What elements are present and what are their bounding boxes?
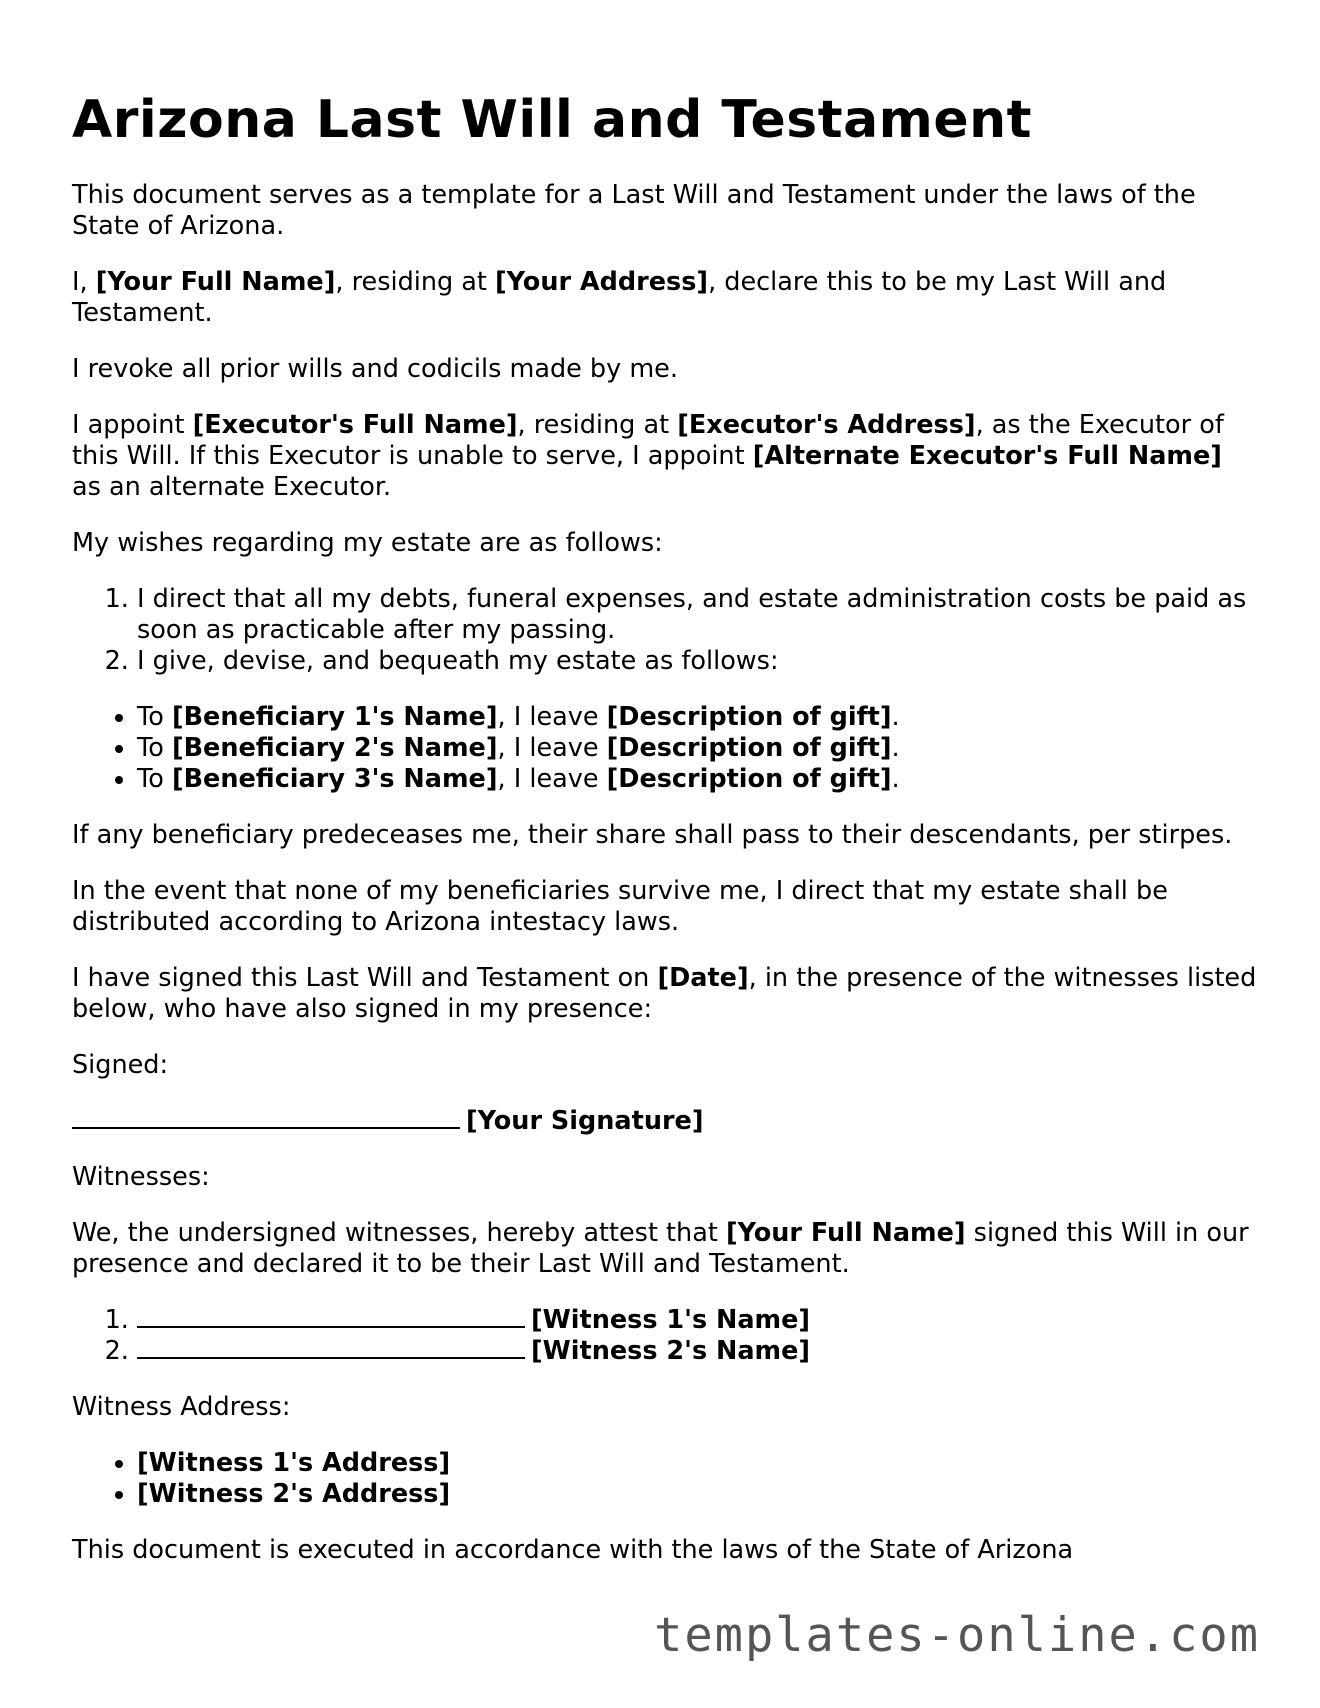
attest-text-2: signed this Will in our presence and declared it to be their Last Will and Testament. xyxy=(72,1218,1249,1279)
gift-description-placeholder: [Description of gift] xyxy=(606,733,892,763)
list-item xyxy=(137,702,1257,733)
declaration-text-1: I, xyxy=(72,267,96,297)
bequest-text: To xyxy=(137,764,172,794)
signature-line-row xyxy=(72,1106,1257,1137)
list-item xyxy=(137,1336,1257,1367)
attest-paragraph xyxy=(72,1218,1257,1280)
signed-text-2: , in the presence of the witnesses listed below, who have also signed in my presence: xyxy=(72,963,1257,1024)
wishes-intro: My wishes regarding my estate are as follows: xyxy=(72,528,663,558)
witness-address-placeholder: [Witness 2's Address] xyxy=(137,1479,451,1509)
executor-text-3: , as the Executor of this Will. If this Executor is unable to serve, I appoint xyxy=(72,410,1224,471)
testator-address-placeholder: [Your Address] xyxy=(495,267,709,297)
beneficiary-name-placeholder: [Beneficiary 2's Name] xyxy=(171,733,498,763)
witness-signature-line xyxy=(137,1306,525,1328)
witness-signature-line xyxy=(137,1337,525,1359)
list-item xyxy=(137,764,1257,795)
signature-line xyxy=(72,1107,460,1129)
witness-name-placeholder: [Witness 1's Name] xyxy=(531,1305,811,1335)
list-item xyxy=(137,1305,1257,1336)
testator-name-placeholder: [Your Full Name] xyxy=(725,1218,966,1248)
bequest-text: , I leave xyxy=(497,733,607,763)
list-item xyxy=(137,1448,1257,1479)
witness-signature-list xyxy=(72,1305,1257,1367)
bequest-text: . xyxy=(891,702,900,732)
witness-address-label: Witness Address: xyxy=(72,1392,291,1422)
declaration-text-3: , declare this to be my Last Will and Testament. xyxy=(72,267,1167,328)
attest-text-1: We, the undersigned witnesses, hereby attest that xyxy=(72,1218,726,1248)
signature-placeholder: [Your Signature] xyxy=(466,1106,704,1136)
beneficiary-name-placeholder: [Beneficiary 1's Name] xyxy=(171,702,498,732)
gift-description-placeholder: [Description of gift] xyxy=(606,702,892,732)
bequest-text: To xyxy=(137,702,172,732)
intro-paragraph: This document serves as a template for a Last Will and Testament under the laws of the State of Arizona. xyxy=(72,180,1196,241)
list-item xyxy=(137,1479,1257,1510)
executor-name-placeholder: [Executor's Full Name] xyxy=(192,410,518,440)
page-title: Arizona Last Will and Testament xyxy=(72,90,1032,150)
testator-name-placeholder: [Your Full Name] xyxy=(95,267,336,297)
list-item xyxy=(137,733,1257,764)
beneficiary-name-placeholder: [Beneficiary 3's Name] xyxy=(171,764,498,794)
revoke-paragraph: I revoke all prior wills and codicils made by me. xyxy=(72,354,678,384)
witness-address-list xyxy=(72,1448,1257,1510)
bequest-text: . xyxy=(891,733,900,763)
signed-label: Signed: xyxy=(72,1050,169,1080)
bequests-list xyxy=(72,702,1257,795)
list-item: 2. I give, devise, and bequeath my estate as follows: xyxy=(137,646,1257,677)
watermark: templates-online.com xyxy=(654,1608,1260,1663)
gift-description-placeholder: [Description of gift] xyxy=(606,764,892,794)
declaration-paragraph xyxy=(72,267,1257,329)
executor-text-1: I appoint xyxy=(72,410,193,440)
document-body xyxy=(72,88,1257,1591)
predecease-paragraph: If any beneficiary predeceases me, their share shall pass to their descendants, per stirpes. xyxy=(72,820,1233,850)
signed-statement-paragraph xyxy=(72,963,1257,1025)
none-survive-paragraph: In the event that none of my beneficiaries survive me, I direct that my estate shall be distributed according to Arizona intestacy laws. xyxy=(72,876,1168,937)
bequest-text: To xyxy=(137,733,172,763)
alternate-executor-placeholder: [Alternate Executor's Full Name] xyxy=(752,441,1222,471)
date-placeholder: [Date] xyxy=(657,963,749,993)
witness-name-placeholder: [Witness 2's Name] xyxy=(531,1336,811,1366)
executor-address-placeholder: [Executor's Address] xyxy=(677,410,976,440)
bequest-text: , I leave xyxy=(497,764,607,794)
list-item: 1. I direct that all my debts, funeral expenses, and estate administration costs be paid as soon as practicable after my passing. xyxy=(137,584,1257,646)
closing-paragraph: This document is executed in accordance with the laws of the State of Arizona xyxy=(72,1535,1074,1565)
bequest-text: , I leave xyxy=(497,702,607,732)
declaration-text-2: , residing at xyxy=(335,267,496,297)
witness-address-placeholder: [Witness 1's Address] xyxy=(137,1448,451,1478)
signed-text-1: I have signed this Last Will and Testament on xyxy=(72,963,658,993)
executor-paragraph xyxy=(72,410,1257,503)
wishes-list xyxy=(72,584,1257,677)
bequest-text: . xyxy=(891,764,900,794)
executor-text-4: as an alternate Executor. xyxy=(72,472,392,502)
executor-text-2: , residing at xyxy=(517,410,678,440)
witnesses-label: Witnesses: xyxy=(72,1162,210,1192)
